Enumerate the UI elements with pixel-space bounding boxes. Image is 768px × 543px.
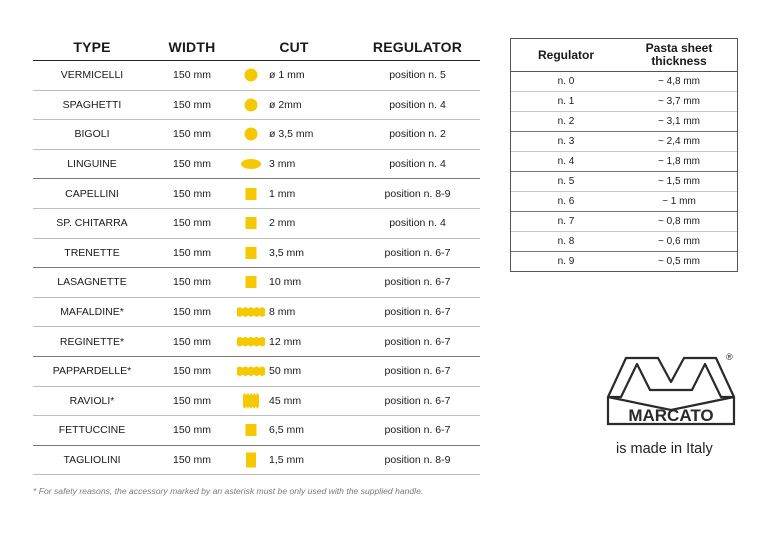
cut-shape-icon: [237, 127, 265, 141]
pasta-cut: [233, 68, 355, 82]
pasta-cut: [233, 394, 355, 408]
cut-shape-icon: [237, 364, 265, 378]
pasta-cut: [233, 453, 355, 467]
sheet-thickness: ~ 0,8 mm: [658, 216, 700, 227]
table-row: [511, 72, 737, 92]
cut-size: 8 mm: [269, 306, 296, 319]
pasta-type: MAFALDINE*: [60, 306, 124, 319]
cut-shape-fill: [246, 247, 257, 259]
cut-shape-fill: [246, 276, 257, 288]
pasta-type: SP. CHITARRA: [56, 217, 128, 230]
regulator-level: n. 1: [557, 96, 575, 107]
header-regulator-level: Regulator: [537, 47, 594, 62]
table-row: [511, 252, 737, 271]
pasta-cut: [233, 423, 355, 437]
table-row: [33, 150, 480, 180]
table-row: [33, 416, 480, 446]
cut-shape-fill: [245, 69, 258, 82]
pasta-cut: [233, 305, 355, 319]
thickness-table-header: [511, 39, 737, 72]
pasta-type: RAVIOLI*: [69, 394, 115, 407]
table-row: [33, 327, 480, 357]
sheet-thickness: ~ 0,5 mm: [658, 256, 700, 267]
pasta-regulator: position n. 4: [389, 98, 446, 111]
regulator-level: n. 6: [557, 196, 575, 207]
cut-shape-icon: [237, 68, 265, 82]
pasta-width: 150 mm: [173, 217, 211, 230]
regulator-level: n. 9: [557, 256, 575, 267]
logo-tagline: is made in Italy: [616, 441, 713, 457]
pasta-type: TAGLIOLINI: [63, 454, 121, 467]
header-cut: CUT: [279, 39, 309, 55]
table-row: [511, 112, 737, 132]
sheet-thickness: ~ 2,4 mm: [658, 136, 700, 147]
regulator-level: n. 3: [557, 136, 575, 147]
cut-shape-fill: [241, 159, 261, 169]
pasta-cut-table-header: [33, 34, 480, 61]
cut-size: 1,5 mm: [269, 454, 305, 467]
cut-shape-fill: [243, 393, 259, 409]
cut-size: 50 mm: [269, 365, 302, 378]
thickness-table: [510, 38, 738, 272]
pasta-width: 150 mm: [173, 335, 211, 348]
table-row: [33, 268, 480, 298]
pasta-width: 150 mm: [173, 276, 211, 289]
table-row: [33, 179, 480, 209]
table-row: [511, 192, 737, 212]
cut-shape-fill: [246, 453, 256, 468]
cut-shape-fill: [246, 217, 257, 229]
sheet-thickness: ~ 1,5 mm: [658, 176, 700, 187]
cut-shape-icon: [237, 98, 265, 112]
table-row: [33, 446, 480, 476]
pasta-regulator: position n. 8-9: [384, 454, 451, 467]
pasta-regulator: position n. 4: [389, 217, 446, 230]
cut-shape-fill: [245, 98, 258, 111]
table-row: [511, 172, 737, 192]
pasta-regulator: position n. 6-7: [384, 306, 451, 319]
pasta-width: 150 mm: [173, 365, 211, 378]
pasta-cut: [233, 364, 355, 378]
cut-size: 45 mm: [269, 394, 302, 407]
cut-shape-fill: [237, 366, 265, 376]
cut-size: 6,5 mm: [269, 424, 305, 437]
pasta-cut: [233, 187, 355, 201]
pasta-regulator: position n. 6-7: [384, 394, 451, 407]
cut-size: ø 1 mm: [269, 69, 305, 82]
table-row: [511, 152, 737, 172]
sheet-thickness: ~ 4,8 mm: [658, 76, 700, 87]
sheet-thickness: ~ 1,8 mm: [658, 156, 700, 167]
pasta-cut-table-body: [33, 61, 480, 475]
pasta-width: 150 mm: [173, 394, 211, 407]
table-row: [33, 91, 480, 121]
cut-shape-icon: [237, 423, 265, 437]
pasta-type: CAPELLINI: [65, 187, 119, 200]
header-regulator: REGULATOR: [372, 39, 463, 55]
cut-size: 2 mm: [269, 217, 296, 230]
pasta-type: FETTUCCINE: [58, 424, 126, 437]
header-width: WIDTH: [168, 39, 216, 55]
pasta-cut: [233, 127, 355, 141]
pasta-cut: [233, 335, 355, 349]
cut-size: 3,5 mm: [269, 246, 305, 259]
pasta-type: REGINETTE*: [59, 335, 125, 348]
cut-shape-fill: [237, 337, 265, 347]
pasta-regulator: position n. 6-7: [384, 365, 451, 378]
pasta-regulator: position n. 2: [389, 128, 446, 141]
cut-shape-fill: [246, 188, 257, 200]
cut-shape-fill: [245, 128, 258, 141]
sheet-thickness: ~ 0,6 mm: [658, 236, 700, 247]
table-row: [511, 232, 737, 252]
pasta-type: VERMICELLI: [60, 69, 124, 82]
pasta-cut: [233, 157, 355, 171]
regulator-level: n. 5: [557, 176, 575, 187]
cut-shape-icon: [237, 305, 265, 319]
pasta-regulator: position n. 4: [389, 158, 446, 171]
pasta-type: LASAGNETTE: [57, 276, 127, 289]
pasta-cut: [233, 216, 355, 230]
pasta-type: LINGUINE: [67, 158, 117, 171]
sheet-thickness: ~ 1 mm: [662, 196, 696, 207]
pasta-regulator: position n. 6-7: [384, 276, 451, 289]
pasta-cut-table: [33, 34, 480, 475]
pasta-width: 150 mm: [173, 128, 211, 141]
cut-shape-icon: [237, 216, 265, 230]
pasta-width: 150 mm: [173, 246, 211, 259]
table-row: [33, 239, 480, 269]
safety-footnote: * For safety reasons, the accessory marked by an asterisk must be only used with the supplied handle.: [33, 486, 424, 496]
regulator-level: n. 7: [557, 216, 575, 227]
pasta-regulator: position n. 8-9: [384, 187, 451, 200]
pasta-type: PAPPARDELLE*: [52, 365, 132, 378]
table-row: [33, 61, 480, 91]
table-row: [511, 132, 737, 152]
table-row: [33, 120, 480, 150]
table-row: [511, 92, 737, 112]
header-sheet-thickness: Pasta sheet thickness: [645, 41, 713, 68]
cut-size: 1 mm: [269, 187, 296, 200]
marcato-brand-text: MARCATO: [628, 406, 714, 425]
pasta-cut: [233, 275, 355, 289]
table-row: [33, 298, 480, 328]
sheet-thickness: ~ 3,1 mm: [658, 116, 700, 127]
regulator-level: n. 8: [557, 236, 575, 247]
pasta-type: TRENETTE: [64, 246, 120, 259]
cut-shape-icon: [237, 187, 265, 201]
pasta-width: 150 mm: [173, 306, 211, 319]
cut-size: 10 mm: [269, 276, 302, 289]
registered-mark: ®: [726, 352, 733, 362]
cut-shape-fill: [246, 424, 257, 436]
pasta-width: 150 mm: [173, 69, 211, 82]
cut-shape-icon: [237, 453, 265, 467]
sheet-thickness: ~ 3,7 mm: [658, 96, 700, 107]
pasta-width: 150 mm: [173, 424, 211, 437]
table-row: [33, 209, 480, 239]
pasta-width: 150 mm: [173, 454, 211, 467]
cut-shape-icon: [237, 275, 265, 289]
cut-shape-icon: [237, 394, 265, 408]
table-row: [511, 212, 737, 232]
cut-size: ø 2mm: [269, 98, 302, 111]
pasta-regulator: position n. 6-7: [384, 246, 451, 259]
table-row: [33, 357, 480, 387]
pasta-width: 150 mm: [173, 187, 211, 200]
cut-shape-icon: [237, 246, 265, 260]
cut-size: ø 3,5 mm: [269, 128, 314, 141]
pasta-cut: [233, 98, 355, 112]
regulator-level: n. 2: [557, 116, 575, 127]
pasta-regulator: position n. 6-7: [384, 424, 451, 437]
pasta-width: 150 mm: [173, 98, 211, 111]
pasta-regulator: position n. 6-7: [384, 335, 451, 348]
cut-shape-icon: [237, 157, 265, 171]
cut-size: 12 mm: [269, 335, 302, 348]
pasta-cut: [233, 246, 355, 260]
pasta-type: BIGOLI: [74, 128, 110, 141]
pasta-type: SPAGHETTI: [62, 98, 122, 111]
regulator-level: n. 4: [557, 156, 575, 167]
cut-shape-fill: [237, 307, 265, 317]
table-row: [33, 387, 480, 417]
cut-size: 3 mm: [269, 158, 296, 171]
header-type: TYPE: [73, 39, 111, 55]
pasta-width: 150 mm: [173, 158, 211, 171]
pasta-regulator: position n. 5: [389, 69, 446, 82]
cut-shape-icon: [237, 335, 265, 349]
thickness-table-body: [511, 72, 737, 271]
regulator-level: n. 0: [557, 76, 575, 87]
